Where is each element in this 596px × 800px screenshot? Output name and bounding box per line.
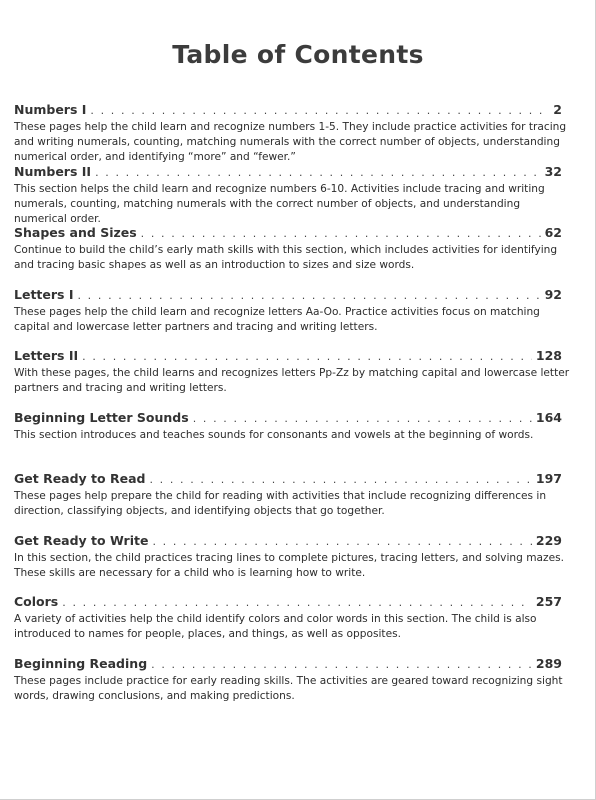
page-title: Table of Contents (172, 40, 424, 69)
dot-leader (141, 225, 541, 243)
dot-leader (152, 533, 531, 551)
toc-entry-heading (14, 224, 574, 242)
dot-leader (193, 410, 532, 428)
toc-entry-page: 289 (535, 655, 562, 671)
toc-entry-description: These pages help the child learn and recognize numbers 1-5. They include practice activities for tracing and writing numerals, counting, matching numerals with the correct number of objects, understanding numerical order, and identifying “more” and “fewer.” (14, 121, 567, 163)
dot-leader (62, 594, 532, 612)
toc-entry-title: Shapes and Sizes (14, 225, 137, 240)
toc-entry-title: Beginning Letter Sounds (14, 409, 189, 425)
toc-entry-title: Letters II (14, 348, 79, 363)
toc-entry-page: 92 (544, 286, 562, 302)
toc-entry-page: 32 (544, 163, 562, 179)
toc-entry-description: In this section, the child practices tracing lines to complete pictures, tracing letters, and solving mazes. These skills are necessary for a child who is learning how to write. (14, 551, 564, 579)
toc-entry-title: Letters I (14, 286, 74, 302)
toc-entry-title: Numbers I (14, 102, 87, 117)
toc-entry-heading (14, 593, 574, 611)
toc-entry-title: Get Ready to Read (14, 471, 146, 486)
toc-entry-heading (14, 101, 574, 119)
dot-leader (77, 287, 540, 305)
toc-entry-page: 164 (535, 409, 562, 425)
toc-entry (14, 532, 574, 594)
toc-entry-description: These pages help prepare the child for reading with activities that include recognizing differences in direction, classifying objects, and identifying objects that go together. (14, 490, 547, 517)
toc-entry-page: 257 (535, 594, 562, 609)
toc-entry (14, 101, 574, 163)
toc-entry (14, 409, 574, 471)
toc-entry-heading (14, 347, 574, 365)
toc-entries (14, 101, 574, 716)
toc-entry-heading (14, 470, 574, 488)
toc-entry (14, 347, 574, 409)
toc-entry-heading (14, 655, 574, 673)
toc-entry-heading (14, 163, 574, 181)
toc-entry-page: 62 (544, 225, 562, 240)
toc-entry-title: Get Ready to Write (14, 532, 149, 548)
toc-entry-title: Colors (14, 594, 59, 609)
toc-entry-description: This section helps the child learn and recognize numbers 6-10. Activities include tracing and writing numerals, counting, matching numerals with the correct number of objects, and understanding numerical order. (14, 182, 545, 225)
toc-entry-page: 128 (535, 348, 562, 363)
dot-leader (95, 164, 541, 182)
toc-entry (14, 224, 574, 286)
dot-leader (82, 348, 532, 366)
toc-entry-title: Beginning Reading (14, 655, 148, 671)
toc-entry-description: A variety of activities help the child identify colors and color words in this section. The child is also introduced to names for people, places, and things, as well as opposites. (14, 613, 537, 640)
toc-entry-heading (14, 532, 574, 550)
toc-entry-page: 2 (553, 102, 562, 117)
toc-entry-title: Numbers II (14, 163, 92, 179)
toc-entry-page: 229 (535, 532, 562, 548)
toc-entry-description: This section introduces and teaches sounds for consonants and vowels at the beginning of words. (14, 428, 534, 441)
dot-leader (149, 471, 531, 489)
toc-entry-description: These pages include practice for early reading skills. The activities are geared toward recognizing sight words, drawing conclusions, and making predictions. (14, 674, 563, 702)
dot-leader (151, 656, 532, 674)
toc-entry (14, 286, 574, 348)
toc-entry-description: Continue to build the child’s early math skills with this section, which includes activities for identifying and tracing basic shapes as well as an introduction to sizes and size words. (14, 244, 558, 271)
toc-entry (14, 655, 574, 717)
toc-entry (14, 470, 574, 532)
toc-entry (14, 593, 574, 655)
toc-entry-description: With these pages, the child learns and recognizes letters Pp-Zz by matching capital and lowercase letter partners and tracing and writing letters. (14, 367, 570, 394)
toc-entry (14, 163, 574, 225)
toc-entry-description: These pages help the child learn and recognize letters Aa-Oo. Practice activities focus on matching capital and lowercase letter partners and tracing and writing letters. (14, 305, 540, 333)
toc-entry-heading (14, 409, 574, 427)
toc-entry-heading (14, 286, 574, 304)
dot-leader (90, 102, 549, 120)
toc-entry-page: 197 (535, 471, 562, 486)
